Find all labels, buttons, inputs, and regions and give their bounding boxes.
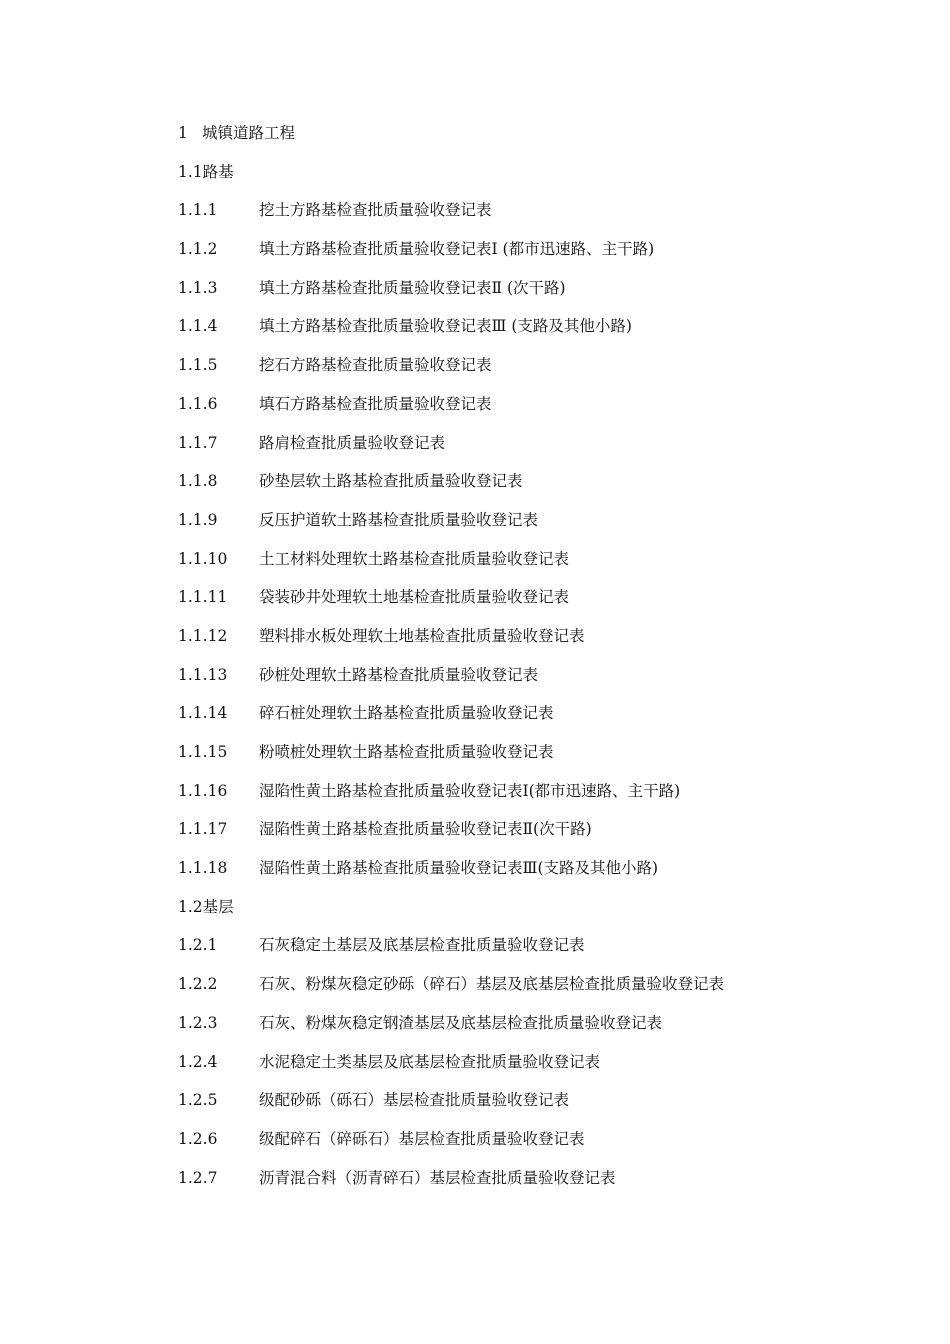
list-item bbox=[178, 351, 878, 390]
list-item bbox=[178, 699, 878, 738]
item-text: 填石方路基检查批质量验收登记表 bbox=[259, 394, 492, 413]
item-number: 1.2.4 bbox=[178, 1052, 218, 1071]
item-text: 湿陷性黄土路基检查批质量验收登记表Ⅲ(支路及其他小路) bbox=[259, 859, 659, 878]
item-text: 级配砂砾（砾石）基层检查批质量验收登记表 bbox=[259, 1091, 570, 1110]
section-title: 路基 bbox=[202, 162, 234, 181]
item-number: 1.2.3 bbox=[178, 1013, 218, 1032]
item-number: 1.1.8 bbox=[178, 472, 218, 491]
list-item bbox=[178, 545, 878, 584]
section-heading bbox=[178, 158, 878, 197]
item-text: 反压护道软土路基检查批质量验收登记表 bbox=[259, 510, 539, 529]
item-number: 1.1.1 bbox=[178, 201, 218, 220]
list-item bbox=[178, 970, 878, 1009]
item-text: 塑料排水板处理软土地基检查批质量验收登记表 bbox=[259, 626, 585, 645]
list-item bbox=[178, 1125, 878, 1164]
section-number: 1.2 bbox=[178, 897, 203, 916]
item-text: 级配碎石（碎砾石）基层检查批质量验收登记表 bbox=[259, 1129, 585, 1148]
item-number: 1.1.14 bbox=[178, 704, 228, 723]
item-text: 填土方路基检查批质量验收登记表Ⅱ (次干路) bbox=[259, 278, 566, 297]
list-item bbox=[178, 1164, 878, 1203]
item-number: 1.1.9 bbox=[178, 510, 218, 529]
document-body bbox=[178, 119, 878, 1202]
item-number: 1.1.17 bbox=[178, 820, 228, 839]
list-item bbox=[178, 235, 878, 274]
item-number: 1.1.13 bbox=[178, 665, 228, 684]
list-item bbox=[178, 661, 878, 700]
item-number: 1.2.2 bbox=[178, 975, 218, 994]
item-text: 袋装砂井处理软土地基检查批质量验收登记表 bbox=[259, 588, 570, 607]
item-number: 1.1.7 bbox=[178, 433, 218, 452]
item-number: 1.2.5 bbox=[178, 1091, 218, 1110]
list-item bbox=[178, 815, 878, 854]
item-number: 1.2.7 bbox=[178, 1168, 218, 1187]
item-text: 砂垫层软土路基检查批质量验收登记表 bbox=[259, 472, 523, 491]
chapter-heading bbox=[178, 119, 878, 158]
item-text: 石灰、粉煤灰稳定砂砾（碎石）基层及底基层检查批质量验收登记表 bbox=[259, 975, 725, 994]
item-number: 1.1.4 bbox=[178, 317, 218, 336]
list-item bbox=[178, 390, 878, 429]
list-item bbox=[178, 931, 878, 970]
item-number: 1.2.6 bbox=[178, 1129, 218, 1148]
item-text: 挖土方路基检查批质量验收登记表 bbox=[259, 201, 492, 220]
list-item bbox=[178, 429, 878, 468]
item-text: 湿陷性黄土路基检查批质量验收登记表Ⅱ(次干路) bbox=[259, 820, 592, 839]
section-number: 1.1 bbox=[178, 162, 203, 181]
item-text: 土工材料处理软土路基检查批质量验收登记表 bbox=[259, 549, 570, 568]
item-number: 1.2.1 bbox=[178, 936, 218, 955]
item-number: 1.1.16 bbox=[178, 781, 228, 800]
list-item bbox=[178, 583, 878, 622]
item-text: 石灰、粉煤灰稳定钢渣基层及底基层检查批质量验收登记表 bbox=[259, 1013, 663, 1032]
item-number: 1.1.2 bbox=[178, 240, 218, 259]
list-item bbox=[178, 622, 878, 661]
item-text: 碎石桩处理软土路基检查批质量验收登记表 bbox=[259, 704, 554, 723]
item-text: 填土方路基检查批质量验收登记表Ⅲ (支路及其他小路) bbox=[259, 317, 632, 336]
item-text: 湿陷性黄土路基检查批质量验收登记表Ⅰ(都市迅速路、主干路) bbox=[259, 781, 681, 800]
item-number: 1.1.6 bbox=[178, 394, 218, 413]
list-item bbox=[178, 1048, 878, 1087]
item-text: 沥青混合料（沥青碎石）基层检查批质量验收登记表 bbox=[259, 1168, 616, 1187]
item-text: 砂桩处理软土路基检查批质量验收登记表 bbox=[259, 665, 539, 684]
chapter-title: 城镇道路工程 bbox=[202, 124, 296, 142]
item-text: 路肩检查批质量验收登记表 bbox=[259, 433, 446, 452]
item-number: 1.1.18 bbox=[178, 859, 228, 878]
section-heading bbox=[178, 893, 878, 932]
item-text: 石灰稳定土基层及底基层检查批质量验收登记表 bbox=[259, 936, 585, 955]
list-item bbox=[178, 1086, 878, 1125]
list-item bbox=[178, 738, 878, 777]
list-item bbox=[178, 506, 878, 545]
item-number: 1.1.3 bbox=[178, 278, 218, 297]
list-item bbox=[178, 777, 878, 816]
chapter-number: 1 bbox=[178, 124, 188, 142]
item-text: 挖石方路基检查批质量验收登记表 bbox=[259, 356, 492, 375]
list-item bbox=[178, 274, 878, 313]
list-item bbox=[178, 1009, 878, 1048]
item-number: 1.1.15 bbox=[178, 743, 228, 761]
section-title: 基层 bbox=[202, 897, 234, 916]
list-item bbox=[178, 312, 878, 351]
item-number: 1.1.10 bbox=[178, 549, 228, 568]
item-number: 1.1.11 bbox=[178, 588, 228, 607]
list-item bbox=[178, 196, 878, 235]
item-text: 粉喷桩处理软土路基检查批质量验收登记表 bbox=[259, 743, 554, 761]
item-number: 1.1.12 bbox=[178, 626, 228, 645]
list-item bbox=[178, 467, 878, 506]
item-text: 水泥稳定土类基层及底基层检查批质量验收登记表 bbox=[259, 1052, 601, 1071]
list-item bbox=[178, 854, 878, 893]
item-text: 填土方路基检查批质量验收登记表Ⅰ (都市迅速路、主干路) bbox=[259, 240, 655, 259]
item-number: 1.1.5 bbox=[178, 356, 218, 375]
